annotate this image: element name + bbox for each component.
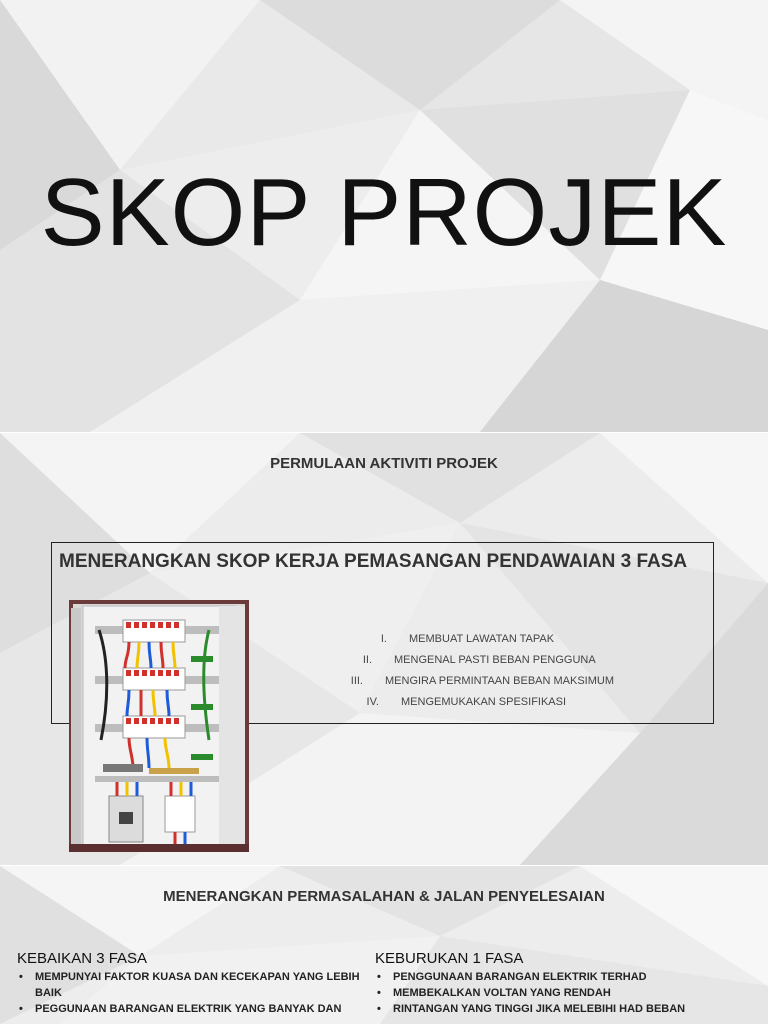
list-item: • MEMPUNYAI FAKTOR KUASA DAN KECEKAPAN YANG LEBIH BAIK (17, 969, 362, 1001)
list-item: IV. MENGEMUKAKAN SPESIFIKASI (366, 696, 567, 708)
slide-title (0, 0, 768, 432)
slide-problems-solutions (0, 866, 768, 1024)
disadvantages-list (375, 969, 755, 1017)
list-item: • PEGGUNAAN BARANGAN ELEKTRIK YANG BANYAK DAN (17, 1001, 362, 1017)
scope-list (342, 629, 614, 713)
list-item: II. MENGENAL PASTI BEBAN PENGGUNA (362, 654, 596, 666)
box-title: MENERANGKAN SKOP KERJA PEMASANGAN PENDAWAIAN 3 FASA (59, 551, 688, 572)
section-heading: MENERANGKAN PERMASALAHAN & JALAN PENYELESAIAN (163, 888, 605, 905)
list-item: I. MEMBUAT LAWATAN TAPAK (380, 633, 555, 645)
slide-project-start (0, 433, 768, 865)
disadvantages-title: KEBURUKAN 1 FASA (375, 950, 524, 967)
advantages-title: KEBAIKAN 3 FASA (17, 950, 148, 967)
section-heading: PERMULAAN AKTIVITI PROJEK (270, 455, 498, 472)
advantages-column (17, 950, 362, 1017)
list-item: • RINTANGAN YANG TINGGI JIKA MELEBIHI HAD BEBAN (375, 1001, 755, 1017)
list-item: • MEMBEKALKAN VOLTAN YANG RENDAH (375, 985, 755, 1001)
advantages-list (17, 969, 362, 1017)
distribution-board-photo (69, 600, 249, 852)
list-item: • PENGGUNAAN BARANGAN ELEKTRIK TERHAD (375, 969, 755, 985)
slide-title-text: SKOP PROJEK (40, 159, 728, 266)
disadvantages-column (375, 950, 755, 1017)
list-item: III. MENGIRA PERMINTAAN BEBAN MAKSIMUM (350, 675, 614, 687)
